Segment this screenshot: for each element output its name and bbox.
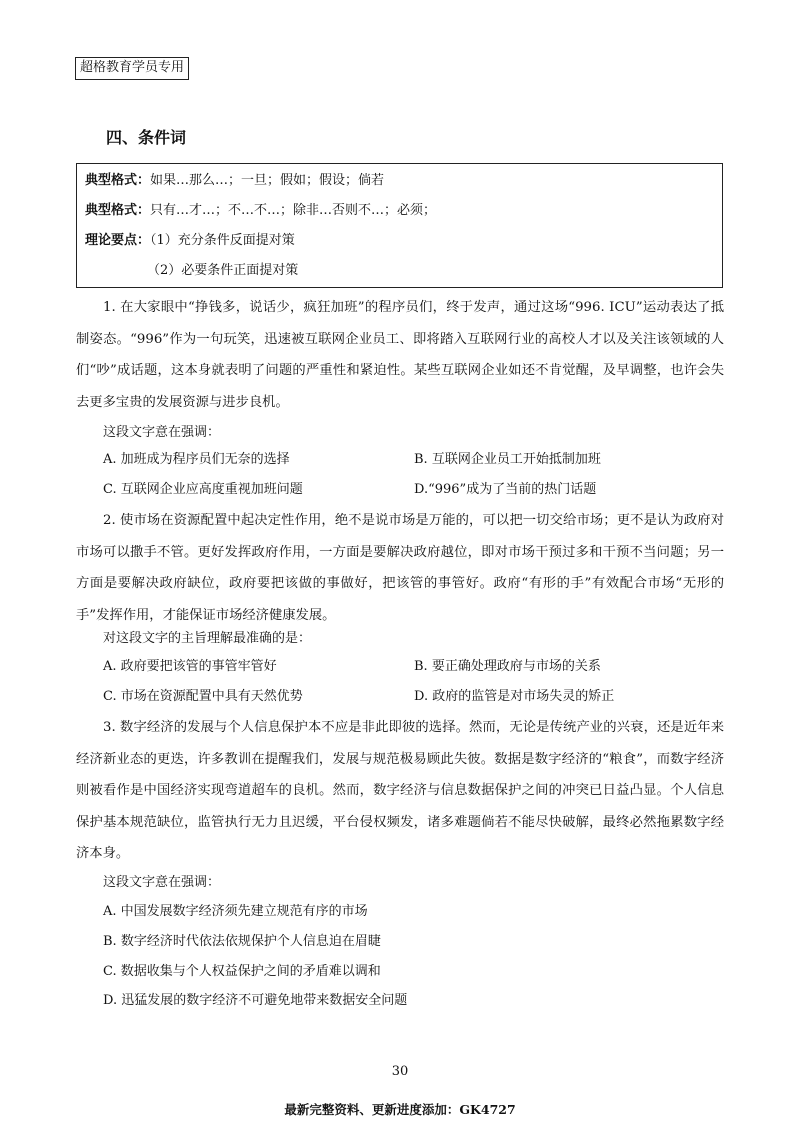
box-line-3-text: （1）充分条件反面提对策 — [150, 233, 295, 248]
box-line-2-text: 只有…才…；不…不…；除非…否则不…；必须； — [150, 203, 437, 218]
box-line-4 — [147, 262, 298, 280]
box-line-2 — [85, 202, 436, 220]
box-line-2-label: 典型格式： — [85, 203, 151, 218]
box-line-3 — [85, 232, 295, 250]
page-number: 30 — [391, 1064, 409, 1079]
key-points-box — [76, 163, 723, 288]
q1-option-a: A. 加班成为程序员们无奈的选择 — [103, 452, 290, 467]
box-line-4-text: （2）必要条件正面提对策 — [147, 263, 299, 278]
box-line-1-text: 如果…那么…；一旦；假如；假设；倘若 — [150, 173, 385, 188]
box-line-3-label: 理论要点： — [85, 233, 151, 248]
footer-note: 最新完整资料、更新进度添加：GK4727 — [284, 1102, 516, 1117]
q3-option-c: C. 数据收集与个人权益保护之间的矛盾难以调和 — [103, 964, 381, 979]
q3-option-b: B. 数字经济时代依法依规保护个人信息迫在眉睫 — [103, 934, 381, 949]
q2-option-b: B. 要正确处理政府与市场的关系 — [414, 659, 601, 674]
q1-prompt: 这段文字意在强调： — [103, 425, 221, 440]
q3-prompt: 这段文字意在强调： — [103, 875, 221, 890]
box-line-1-label: 典型格式： — [85, 173, 151, 188]
section-title: 四、条件词 — [106, 128, 187, 147]
q3-paragraph: 3. 数字经济的发展与个人信息保护本不应是非此即彼的选择。然而，无论是传统产业的兴衰，还是近年来经济新业态的更迭，许多教训在提醒我们，发展与规范极易顾此失彼。数据是数字经济的“粮食”，而数字经济则被看作是中国经济实现弯道超车的良机。然而，数字经济与信息数据保护之间的冲突已日益凸显。个人信息保护基本规范缺位，监管执行无力且迟缓，平台侵权频发，诸多难题倘若不能尽快破解，最终必然拖累数字经济本身。 — [76, 720, 724, 861]
q1-paragraph: 1. 在大家眼中“挣钱多，说话少，疯狂加班”的程序员们，终于发声，通过这场“996. ICU”运动表达了抵制姿态。“996”作为一句玩笑，迅速被互联网企业员工、即将踏入互联网行业的高校人才以及关注该领域的人们“吵”成话题，这本身就表明了问题的严重性和紧迫性。某些互联网企业如还不肯觉醒，及早调整，也许会失去更多宝贵的发展资源与进步良机。 — [76, 300, 724, 410]
header-tag: 超格教育学员专用 — [75, 57, 189, 80]
q1-option-b: B. 互联网企业员工开始抵制加班 — [414, 452, 601, 467]
q1-option-c: C. 互联网企业应高度重视加班问题 — [103, 482, 303, 497]
q2-paragraph: 2. 使市场在资源配置中起决定性作用，绝不是说市场是万能的，可以把一切交给市场；更不是认为政府对市场可以撒手不管。更好发挥政府作用，一方面是要解决政府越位，即对市场干预过多和干预不当问题；另一方面是要解决政府缺位，政府要把该做的事做好，把该管的事管好。政府“有形的手”有效配合市场“无形的手”发挥作用，才能保证市场经济健康发展。 — [76, 513, 724, 623]
box-line-1 — [85, 172, 384, 190]
q3-option-d: D. 迅猛发展的数字经济不可避免地带来数据安全问题 — [103, 993, 408, 1008]
q2-option-c: C. 市场在资源配置中具有天然优势 — [103, 689, 303, 704]
q1-option-d: D.“996”成为了当前的热门话题 — [414, 482, 597, 497]
q2-option-a: A. 政府要把该管的事管牢管好 — [103, 659, 277, 674]
q2-prompt: 对这段文字的主旨理解最准确的是： — [103, 631, 312, 646]
q3-option-a: A. 中国发展数字经济须先建立规范有序的市场 — [103, 904, 368, 919]
q2-option-d: D. 政府的监管是对市场失灵的矫正 — [414, 689, 615, 704]
